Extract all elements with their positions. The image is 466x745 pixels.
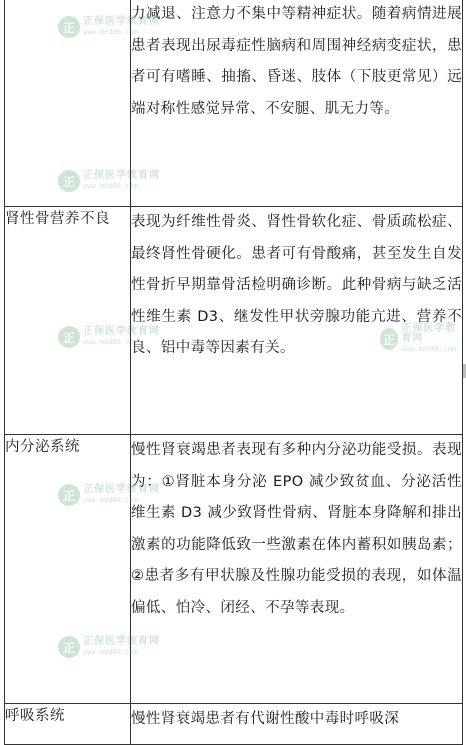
watermark-name: 正保医学教育网	[83, 636, 160, 647]
content-table	[4, 0, 463, 745]
row-label-cell: 肾性骨营养不良	[5, 207, 131, 435]
watermark-url: www.med66.com	[83, 338, 138, 346]
watermark-logo-icon: 正	[58, 636, 80, 658]
row-content-cell: 表现为纤维性骨炎、肾性骨软化症、骨质疏松症、最终肾性骨硬化。患者可有骨酸痛，甚至发生自发性骨折早期靠骨活检明确诊断。此种骨病与缺乏活性维生素 D3、继发性甲状旁腺功能亢进、营养不良、铝中毒等因素有关。	[131, 207, 463, 435]
row-content-cell: 力减退、注意力不集中等精神症状。随着病情进展患者表现出尿毒症性脑病和周围神经病变症状，患者可有嗜睡、抽搐、昏迷、肢体（下肢更常见）远端对称性感觉异常、不安腿、肌无力等。	[131, 0, 463, 207]
watermark-logo-icon: 正	[58, 484, 80, 506]
watermark-name: 正保医学教育网	[401, 323, 457, 344]
watermark-logo-icon: 正	[380, 328, 398, 350]
watermark-name: 正保医学教育网	[83, 16, 160, 27]
watermark-url: www.med66.com	[83, 496, 138, 504]
row-label-cell: 呼吸系统	[5, 704, 131, 745]
watermark-url: www.med66.com	[83, 648, 138, 656]
watermark-name: 正保医学教育网	[83, 326, 160, 337]
row-label-cell	[5, 0, 131, 207]
table-row	[5, 435, 463, 704]
table-row	[5, 207, 463, 435]
row-label-cell: 内分泌系统	[5, 435, 131, 704]
watermark-url: www.med66.com	[83, 28, 138, 36]
watermark-logo-icon: 正	[58, 16, 80, 38]
watermark-logo-icon: 正	[58, 326, 80, 348]
watermark-url: www.med66.com	[83, 182, 138, 190]
table-row	[5, 704, 463, 745]
watermark-url: www.med66.com	[401, 345, 457, 353]
watermark-name: 正保医学教育网	[83, 170, 160, 181]
row-content-cell: 慢性肾衰竭患者有代谢性酸中毒时呼吸深	[131, 704, 463, 745]
row-content-cell: 慢性肾衰竭患者表现有多种内分泌功能受损。表现为：①肾脏本身分泌 EPO 减少致贫血、分泌活性维生素 D3 减少致肾性骨病、肾脏本身降解和排出激素的功能降低致一些激素在体内蓄积如胰岛素；②患者多有甲状腺及性腺功能受损的表现，如体温偏低、怕冷、闭经、不孕等表现。	[131, 435, 463, 704]
watermark-name: 正保医学教育网	[83, 484, 160, 495]
watermark-logo-icon: 正	[58, 170, 80, 192]
table-row	[5, 0, 463, 207]
